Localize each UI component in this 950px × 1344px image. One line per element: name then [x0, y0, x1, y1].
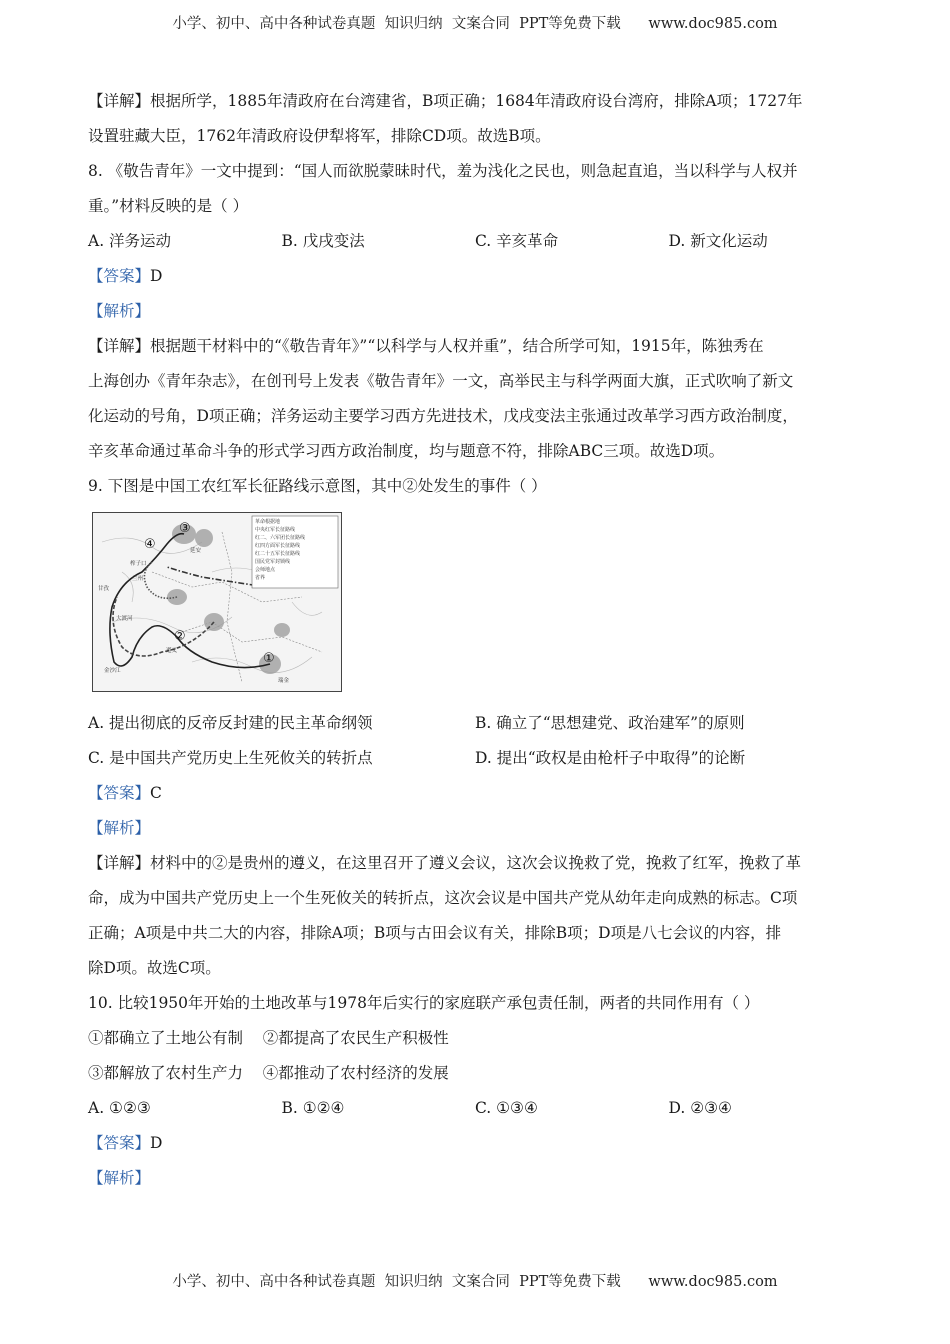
q10-option-a: A. ①②③: [88, 1099, 151, 1117]
q9-option-b: B. 确立了“思想建党、政治建军”的原则: [475, 714, 745, 732]
q9-option-c: C. 是中国共产党历史上生死攸关的转折点: [88, 749, 373, 767]
q8-detail-line: 辛亥革命通过革命斗争的形式学习西方政治制度，均与题意不符，排除ABC三项。故选D项。: [88, 442, 725, 460]
legend-item: 省界: [255, 575, 266, 581]
place-label: 兰州: [132, 576, 144, 582]
document-body: [88, 84, 862, 1196]
answer-label: 【答案】: [88, 1134, 151, 1152]
place-label: 榨子口: [130, 561, 147, 567]
place-label: 遵义: [166, 648, 178, 654]
place-label: 甘孜: [98, 586, 110, 592]
answer-value: C: [150, 784, 162, 802]
q8-detail-line: 化运动的号角，D项正确；洋务运动主要学习西方先进技术，戊戌变法主张通过改革学习西方政治制度，: [88, 407, 798, 425]
q9-options-row: [88, 706, 862, 741]
q10-option-c: C. ①③④: [475, 1099, 538, 1117]
q9-options-row: [88, 741, 862, 776]
legend-item: 革命根据地: [255, 519, 281, 525]
map-marker-1: ①: [263, 651, 275, 666]
place-label: 大渡河: [116, 616, 133, 622]
legend-item: 红四方面军长征路线: [255, 543, 301, 549]
answer-label: 【答案】: [88, 784, 151, 802]
q10-item-line: ③都解放了农村生产力 ④都推动了农村经济的发展: [88, 1064, 449, 1082]
q10-stem: 10. 比较1950年开始的土地改革与1978年后实行的家庭联产承包责任制，两者的共同作用有（ ）: [88, 994, 760, 1012]
q9-answer: [88, 776, 862, 811]
q8-option-d: D. 新文化运动: [668, 232, 768, 250]
q8-stem: 8. 《敬告青年》一文中提到：“国人而欲脱蒙昧时代，羞为浅化之民也，则急起直追，当以科学与人权并: [88, 162, 798, 180]
q10-item-line: ①都确立了土地公有制 ②都提高了农民生产积极性: [88, 1029, 449, 1047]
long-march-map: [92, 512, 342, 692]
q7-detail-line: 【详解】根据所学，1885年清政府在台湾建省，B项正确；1684年清政府设台湾府，排除A项；1727年: [88, 92, 803, 110]
q9-analysis-label: 【解析】: [88, 819, 151, 837]
q8-detail-line: 上海创办《青年杂志》，在创刊号上发表《敬告青年》一文，高举民主与科学两面大旗，正式吹响了新文: [88, 372, 794, 390]
q9-option-a: A. 提出彻底的反帝反封建的民主革命纲领: [88, 714, 373, 732]
page-header: 小学、初中、高中各种试卷真题 知识归纳 文案合同 PPT等免费下载 www.doc985.com: [172, 16, 778, 32]
map-legend: [252, 516, 338, 588]
q9-option-d: D. 提出“政权是由枪杆子中取得”的论断: [475, 749, 746, 767]
answer-value: D: [150, 267, 163, 285]
legend-item: 红二十五军长征路线: [255, 551, 301, 557]
legend-item: 国民党军封锁线: [255, 559, 291, 565]
q10-option-d: D. ②③④: [668, 1099, 732, 1117]
place-label: 金沙江: [104, 668, 121, 674]
q7-detail-line: 设置驻藏大臣，1762年清政府设伊犁将军，排除CD项。故选B项。: [88, 127, 551, 145]
legend-item: 中央红军长征路线: [255, 527, 296, 533]
q8-analysis-label: 【解析】: [88, 302, 151, 320]
map-marker-4: ④: [144, 537, 156, 552]
answer-value: D: [150, 1134, 163, 1152]
legend-item: 会师地点: [255, 567, 276, 573]
q9-detail-line: 正确；A项是中共二大的内容，排除A项；B项与古田会议有关，排除B项；D项是八七会议的内容，排: [88, 924, 782, 942]
q10-analysis-label: 【解析】: [88, 1169, 151, 1187]
q8-detail-line: 【详解】根据题干材料中的“《敬告青年》”“以科学与人权并重”，结合所学可知，1915年，陈独秀在: [88, 337, 764, 355]
q9-stem: 9. 下图是中国工农红军长征路线示意图，其中②处发生的事件（ ）: [88, 477, 547, 495]
q10-options: [88, 1091, 862, 1126]
q8-answer: [88, 259, 862, 294]
map-marker-2: ②: [174, 629, 186, 644]
q8-option-c: C. 辛亥革命: [475, 232, 559, 250]
q9-detail-line: 【详解】材料中的②是贵州的遵义，在这里召开了遵义会议，这次会议挽救了党，挽救了红军，挽救了革: [88, 854, 802, 872]
q8-stem: 重。”材料反映的是（ ）: [88, 197, 249, 215]
legend-item: 红二、六军团长征路线: [255, 535, 306, 541]
place-label: 延安: [190, 548, 202, 554]
map-marker-3: ③: [179, 521, 191, 536]
q9-detail-line: 除D项。故选C项。: [88, 959, 221, 977]
page-footer: 小学、初中、高中各种试卷真题 知识归纳 文案合同 PPT等免费下载 www.doc985.com: [172, 1274, 778, 1290]
q10-option-b: B. ①②④: [281, 1099, 345, 1117]
q8-options: [88, 224, 862, 259]
answer-label: 【答案】: [88, 267, 151, 285]
q9-detail-line: 命，成为中国共产党历史上一个生死攸关的转折点，这次会议是中国共产党从幼年走向成熟的标志。C项: [88, 889, 798, 907]
q10-answer: [88, 1126, 862, 1161]
q8-option-a: A. 洋务运动: [88, 232, 172, 250]
q8-option-b: B. 戊戌变法: [281, 232, 365, 250]
place-label: 瑞金: [278, 678, 290, 684]
